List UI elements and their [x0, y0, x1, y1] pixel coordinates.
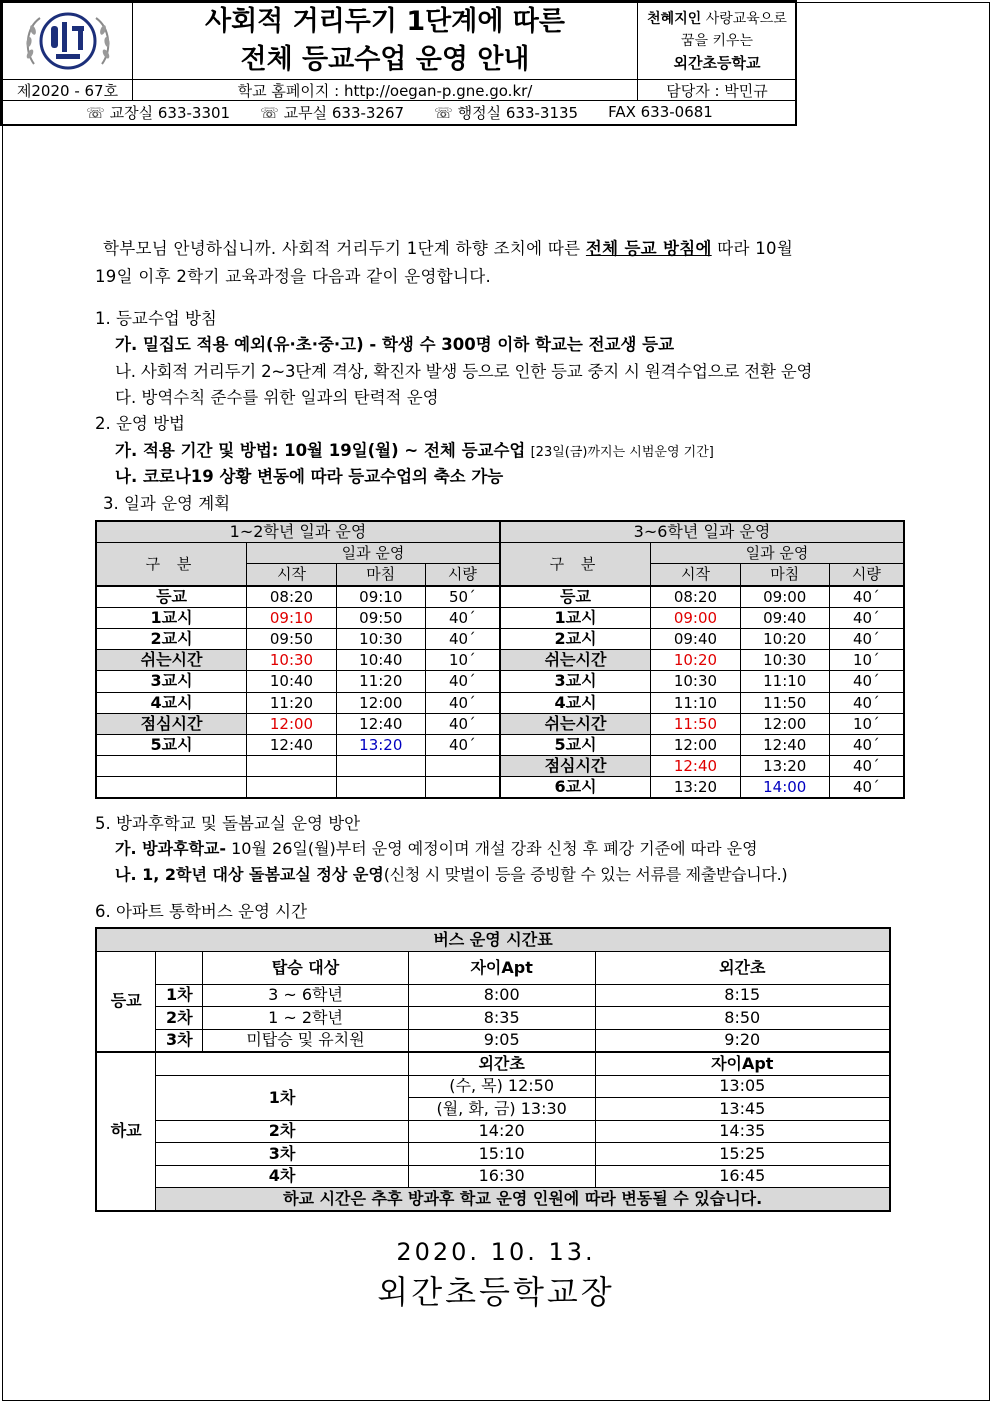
left-end-cell: 11:20 — [336, 671, 425, 692]
section1-item-a: 가. 밀집도 적용 예외(유·초·중·고) - 학생 수 300명 이하 학교는 전교생 등교 — [115, 335, 675, 354]
right-duration-cell: 40´ — [829, 628, 904, 649]
left-col-ilgwa: 일과 운영 — [247, 543, 500, 564]
left-duration-cell: 50´ — [425, 586, 500, 608]
bus-back-no: 2차 — [156, 1120, 409, 1143]
right-period-cell: 5교시 — [500, 734, 651, 755]
bus-table — [95, 927, 891, 1212]
right-start-cell: 08:20 — [651, 586, 741, 608]
right-end-cell: 10:30 — [740, 650, 829, 671]
schedule-row — [96, 628, 904, 649]
section5-item-b-bold: 나. 1, 2학년 대상 돌봄교실 정상 운영 — [115, 865, 384, 884]
left-duration-cell: 40´ — [425, 607, 500, 628]
bus-go-no: 3차 — [156, 1029, 203, 1052]
right-start-cell: 11:10 — [651, 692, 741, 713]
right-period-cell: 2교시 — [500, 628, 651, 649]
schedule-row — [96, 734, 904, 755]
slogan-line2: 꿈을 키우는 — [680, 33, 754, 49]
left-duration-cell — [425, 777, 500, 799]
school-logo-cell — [3, 3, 133, 80]
right-duration-cell: 40´ — [829, 734, 904, 755]
left-period-cell: 3교시 — [96, 671, 247, 692]
bus-go-label: 등교 — [96, 951, 156, 1052]
left-start-cell: 09:10 — [247, 607, 337, 628]
right-period-cell: 6교시 — [500, 777, 651, 799]
bus-go-xi: 8:00 — [408, 984, 595, 1007]
section2-title: 2. 운영 방법 — [95, 414, 185, 433]
intro-paragraph — [95, 235, 895, 291]
left-end-cell: 13:20 — [336, 734, 425, 755]
schedule-row — [96, 586, 904, 608]
left-end-cell: 12:40 — [336, 713, 425, 734]
right-duration-cell: 40´ — [829, 692, 904, 713]
left-period-cell: 등교 — [96, 586, 247, 608]
right-start-cell: 09:00 — [651, 607, 741, 628]
left-end-cell — [336, 756, 425, 777]
left-col-gubun: 구 분 — [96, 543, 247, 586]
left-col-end: 마침 — [336, 564, 425, 586]
section1-item-c: 다. 방역수칙 준수를 위한 일과의 탄력적 운영 — [115, 388, 439, 407]
right-col-gubun: 구 분 — [500, 543, 651, 586]
left-start-cell: 09:50 — [247, 628, 337, 649]
left-end-cell: 12:00 — [336, 692, 425, 713]
left-period-cell: 1교시 — [96, 607, 247, 628]
contact-principal: ☏ 교장실 633-3301 — [86, 103, 231, 122]
bus-go-xi: 9:05 — [408, 1029, 595, 1052]
bus-back-oegan: (월, 화, 금) 13:30 — [408, 1098, 595, 1121]
left-period-cell — [96, 777, 247, 799]
section2-item-b: 나. 코로나19 상황 변동에 따라 등교수업의 축소 가능 — [115, 467, 504, 486]
slogan-cell — [638, 3, 796, 80]
doc-title-line1: 사회적 거리두기 1단계에 따른 — [205, 6, 565, 37]
footer-signer: 외간초등학교장 — [377, 1273, 615, 1311]
right-period-cell: 쉬는시간 — [500, 650, 651, 671]
right-duration-cell: 40´ — [829, 671, 904, 692]
section3-title: 3. 일과 운영 계획 — [103, 494, 231, 513]
bus-back-oegan: 14:20 — [408, 1120, 595, 1143]
section1-title: 1. 등교수업 방침 — [95, 309, 217, 328]
right-duration-cell: 40´ — [829, 756, 904, 777]
schedule-row — [96, 671, 904, 692]
issue-number: 제2020 - 67호 — [3, 80, 133, 101]
left-period-cell — [96, 756, 247, 777]
schedule-row — [96, 607, 904, 628]
section5-title: 5. 방과후학교 및 돌봄교실 운영 방안 — [95, 814, 361, 833]
doc-title-line2: 전체 등교수업 운영 안내 — [240, 44, 530, 75]
bus-go-oegan: 8:15 — [595, 984, 890, 1007]
bus-back-xi: 16:45 — [595, 1165, 890, 1188]
right-period-cell: 1교시 — [500, 607, 651, 628]
bus-back-blank — [156, 1052, 409, 1075]
left-duration-cell: 40´ — [425, 628, 500, 649]
bus-back-label: 하교 — [96, 1052, 156, 1211]
left-end-cell — [336, 777, 425, 799]
left-duration-cell: 40´ — [425, 692, 500, 713]
right-period-cell: 등교 — [500, 586, 651, 608]
bus-back-xi: 13:05 — [595, 1075, 890, 1098]
section2-item-a-note: [23일(금)까지는 시범운영 기간] — [530, 445, 714, 460]
right-col-end: 마침 — [740, 564, 829, 586]
section5-item-b — [115, 862, 787, 885]
right-period-cell: 점심시간 — [500, 756, 651, 777]
left-col-start: 시작 — [247, 564, 337, 586]
schedule-row — [96, 650, 904, 671]
contact-admin: ☏ 행정실 633-3135 — [434, 103, 579, 122]
schedule-row — [96, 713, 904, 734]
right-duration-cell: 10´ — [829, 650, 904, 671]
bus-col-target: 탑승 대상 — [203, 951, 409, 984]
intro-emphasis: 전체 등교 방침에 — [585, 239, 712, 258]
section5-item-b-rest: (신청 시 맞벌이 등을 증빙할 수 있는 서류를 제출받습니다.) — [383, 865, 788, 884]
section5-item-a-bold: 가. 방과후학교- — [115, 839, 227, 858]
left-duration-cell — [425, 756, 500, 777]
right-start-cell: 10:30 — [651, 671, 741, 692]
bus-go-oegan: 9:20 — [595, 1029, 890, 1052]
left-start-cell: 10:30 — [247, 650, 337, 671]
section5-item-a — [115, 836, 758, 859]
bus-go-blank — [156, 951, 203, 984]
right-end-cell: 09:00 — [740, 586, 829, 608]
bus-go-xi: 8:35 — [408, 1007, 595, 1030]
intro-line2: 19일 이후 2학기 교육과정을 다음과 같이 운영합니다. — [95, 267, 491, 286]
bus-go-oegan: 8:50 — [595, 1007, 890, 1030]
bus-back-xi: 13:45 — [595, 1098, 890, 1121]
slogan-line1 — [647, 8, 787, 30]
right-duration-cell: 40´ — [829, 607, 904, 628]
homepage: 학교 홈페이지 : http://oegan-p.gne.go.kr/ — [133, 80, 638, 101]
right-end-cell: 10:20 — [740, 628, 829, 649]
document-header — [0, 0, 797, 126]
schedule-body — [96, 586, 904, 799]
left-end-cell: 10:40 — [336, 650, 425, 671]
contact-teachers: ☏ 교무실 633-3267 — [260, 103, 405, 122]
left-period-cell: 4교시 — [96, 692, 247, 713]
schedule-row — [96, 777, 904, 799]
school-name: 외간초등학교 — [673, 54, 761, 72]
left-duration-cell: 10´ — [425, 650, 500, 671]
school-logo-icon — [20, 6, 116, 76]
left-start-cell — [247, 756, 337, 777]
right-end-cell: 11:10 — [740, 671, 829, 692]
schedule-row — [96, 756, 904, 777]
bus-back-no: 4차 — [156, 1165, 409, 1188]
right-duration-cell: 40´ — [829, 777, 904, 799]
schedule-row — [96, 692, 904, 713]
intro-line1 — [95, 235, 895, 263]
bus-go-target: 1 ~ 2학년 — [203, 1007, 409, 1030]
bus-back-oegan: (수, 목) 12:50 — [408, 1075, 595, 1098]
right-period-cell: 3교시 — [500, 671, 651, 692]
right-start-cell: 09:40 — [651, 628, 741, 649]
slogan-bold: 천혜지인 — [647, 11, 702, 27]
right-end-cell: 13:20 — [740, 756, 829, 777]
left-end-cell: 09:10 — [336, 586, 425, 608]
bus-go-target: 미탑승 및 유치원 — [203, 1029, 409, 1052]
left-duration-cell: 40´ — [425, 734, 500, 755]
right-period-cell: 쉬는시간 — [500, 713, 651, 734]
intro-text1: 학부모님 안녕하십니까. 사회적 거리두기 1단계 하향 조치에 따른 — [103, 239, 586, 258]
left-table-title: 1~2학년 일과 운영 — [96, 521, 500, 543]
left-period-cell: 쉬는시간 — [96, 650, 247, 671]
right-start-cell: 11:50 — [651, 713, 741, 734]
slogan-rest: 사랑교육으로 — [701, 11, 787, 27]
right-end-cell: 09:40 — [740, 607, 829, 628]
right-duration-cell: 40´ — [829, 586, 904, 608]
section5-item-a-rest: 10월 26일(월)부터 운영 예정이며 개설 강좌 신청 후 폐강 기준에 따라 운영 — [226, 839, 758, 858]
right-end-cell: 11:50 — [740, 692, 829, 713]
bus-col-oegan: 외간초 — [595, 951, 890, 984]
right-start-cell: 10:20 — [651, 650, 741, 671]
bus-back-col-xi: 자이Apt — [595, 1052, 890, 1075]
right-start-cell: 13:20 — [651, 777, 741, 799]
right-end-cell: 14:00 — [740, 777, 829, 799]
left-period-cell: 점심시간 — [96, 713, 247, 734]
left-period-cell: 2교시 — [96, 628, 247, 649]
bus-col-xi: 자이Apt — [408, 951, 595, 984]
left-duration-cell: 40´ — [425, 713, 500, 734]
bus-back-no: 1차 — [156, 1075, 409, 1120]
bus-table-title: 버스 운영 시간표 — [96, 928, 890, 951]
section2-item-a-text: 가. 적용 기간 및 방법: 10월 19일(월) ~ 전체 등교수업 — [115, 441, 526, 460]
left-start-cell: 12:00 — [247, 713, 337, 734]
intro-text2: 따라 10월 — [711, 239, 794, 258]
footer-date: 2020. 10. 13. — [396, 1238, 596, 1266]
left-start-cell — [247, 777, 337, 799]
left-duration-cell: 40´ — [425, 671, 500, 692]
right-start-cell: 12:40 — [651, 756, 741, 777]
right-period-cell: 4교시 — [500, 692, 651, 713]
left-end-cell: 10:30 — [336, 628, 425, 649]
contact-fax: FAX 633-0681 — [608, 103, 713, 121]
section1-item-b: 나. 사회적 거리두기 2~3단계 격상, 확진자 발생 등으로 인한 등교 중지 시 원격수업으로 전환 운영 — [115, 362, 813, 381]
right-start-cell: 12:00 — [651, 734, 741, 755]
title-cell — [133, 3, 638, 80]
bus-table-note: 하교 시간은 추후 방과후 학교 운영 인원에 따라 변동될 수 있습니다. — [156, 1188, 890, 1211]
bus-back-oegan: 15:10 — [408, 1143, 595, 1166]
bus-back-xi: 14:35 — [595, 1120, 890, 1143]
left-end-cell: 09:50 — [336, 607, 425, 628]
left-start-cell: 08:20 — [247, 586, 337, 608]
right-end-cell: 12:40 — [740, 734, 829, 755]
right-end-cell: 12:00 — [740, 713, 829, 734]
left-col-dur: 시량 — [425, 564, 500, 586]
left-start-cell: 11:20 — [247, 692, 337, 713]
bus-go-no: 2차 — [156, 1007, 203, 1030]
manager: 담당자 : 박민규 — [638, 80, 796, 101]
section6-title: 6. 아파트 통학버스 운영 시간 — [95, 902, 308, 921]
right-table-title: 3~6학년 일과 운영 — [500, 521, 904, 543]
right-col-start: 시작 — [651, 564, 741, 586]
bus-back-no: 3차 — [156, 1143, 409, 1166]
left-period-cell: 5교시 — [96, 734, 247, 755]
right-duration-cell: 10´ — [829, 713, 904, 734]
bus-back-oegan: 16:30 — [408, 1165, 595, 1188]
right-col-dur: 시량 — [829, 564, 904, 586]
bus-go-target: 3 ~ 6학년 — [203, 984, 409, 1007]
section2-item-a — [115, 437, 714, 461]
left-start-cell: 10:40 — [247, 671, 337, 692]
bus-back-col-oegan: 외간초 — [408, 1052, 595, 1075]
schedule-table — [95, 520, 905, 799]
right-col-ilgwa: 일과 운영 — [651, 543, 904, 564]
contact-row — [3, 101, 796, 123]
bus-go-no: 1차 — [156, 984, 203, 1007]
bus-back-xi: 15:25 — [595, 1143, 890, 1166]
left-start-cell: 12:40 — [247, 734, 337, 755]
